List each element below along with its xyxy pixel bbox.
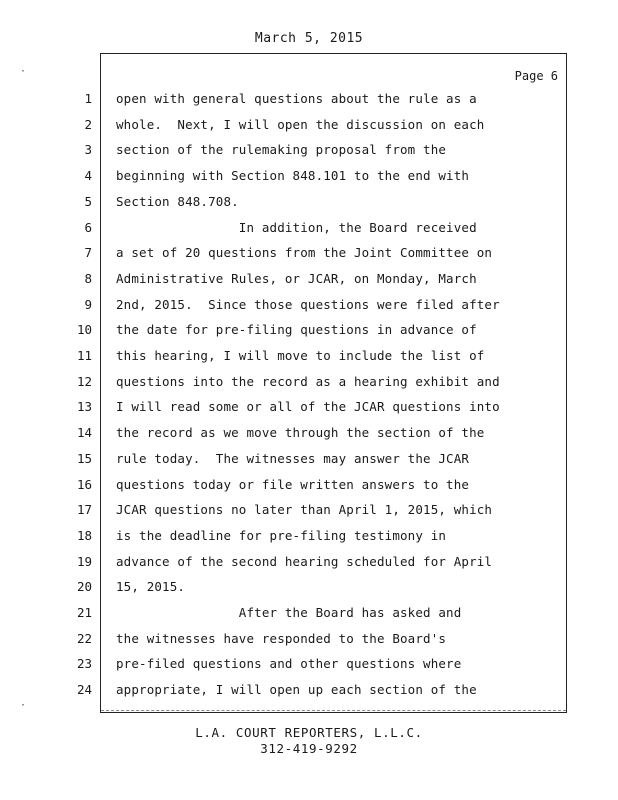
line-number: 15 (76, 451, 92, 466)
line-text: a set of 20 questions from the Joint Committee on (116, 245, 493, 260)
line-number: 8 (84, 271, 92, 286)
line-text: the witnesses have responded to the Board's (116, 631, 447, 646)
line-number: 6 (84, 220, 92, 235)
page-number: Page 6 (514, 69, 558, 83)
line-number: 4 (84, 168, 92, 183)
line-text: whole. Next, I will open the discussion on each (116, 117, 485, 132)
line-number: 3 (84, 142, 92, 157)
transcript-date: March 5, 2015 (254, 31, 364, 46)
line-text: I will read some or all of the JCAR questions into (116, 399, 500, 414)
footer-phone: 312-419-9292 (260, 741, 358, 756)
scan-speck: · (20, 66, 27, 77)
line-text: the record as we move through the section of the (116, 425, 485, 440)
scan-speck: · (20, 700, 27, 711)
line-text: is the deadline for pre-filing testimony in (116, 528, 447, 543)
frame-bottom-rule (101, 708, 566, 711)
line-text: Section 848.708. (116, 194, 239, 209)
line-number: 7 (84, 245, 92, 260)
line-number: 24 (76, 682, 92, 697)
line-number: 1 (84, 91, 92, 106)
line-text: section of the rulemaking proposal from the (116, 142, 447, 157)
line-text: open with general questions about the rule as a (116, 91, 477, 106)
line-number: 14 (76, 425, 92, 440)
line-number: 22 (76, 631, 92, 646)
line-text: beginning with Section 848.101 to the end with (116, 168, 470, 183)
line-number: 20 (76, 579, 92, 594)
line-number: 10 (76, 322, 92, 337)
line-text: this hearing, I will move to include the list of (116, 348, 485, 363)
line-text: rule today. The witnesses may answer the JCAR (116, 451, 470, 466)
line-text: 15, 2015. (116, 579, 186, 594)
line-number: 5 (84, 194, 92, 209)
line-number: 21 (76, 605, 92, 620)
line-text: advance of the second hearing scheduled for April (116, 554, 493, 569)
line-text: questions into the record as a hearing exhibit and (116, 374, 500, 389)
line-number: 17 (76, 502, 92, 517)
footer-company: L.A. COURT REPORTERS, L.L.C. (195, 725, 423, 740)
line-number: 2 (84, 117, 92, 132)
line-number: 11 (76, 348, 92, 363)
line-text: In addition, the Board received (116, 220, 477, 235)
line-text: appropriate, I will open up each section of the (116, 682, 477, 697)
line-text: After the Board has asked and (116, 605, 462, 620)
line-text: questions today or file written answers to the (116, 477, 470, 492)
line-number: 12 (76, 374, 92, 389)
line-number: 18 (76, 528, 92, 543)
line-number: 23 (76, 656, 92, 671)
line-text: 2nd, 2015. Since those questions were filed after (116, 297, 500, 312)
line-number: 19 (76, 554, 92, 569)
line-number: 16 (76, 477, 92, 492)
line-text: Administrative Rules, or JCAR, on Monday, March (116, 271, 477, 286)
line-text: pre-filed questions and other questions where (116, 656, 462, 671)
line-text: JCAR questions no later than April 1, 2015, which (116, 502, 493, 517)
line-number: 9 (84, 297, 92, 312)
line-number: 13 (76, 399, 92, 414)
line-text: the date for pre-filing questions in advance of (116, 322, 477, 337)
